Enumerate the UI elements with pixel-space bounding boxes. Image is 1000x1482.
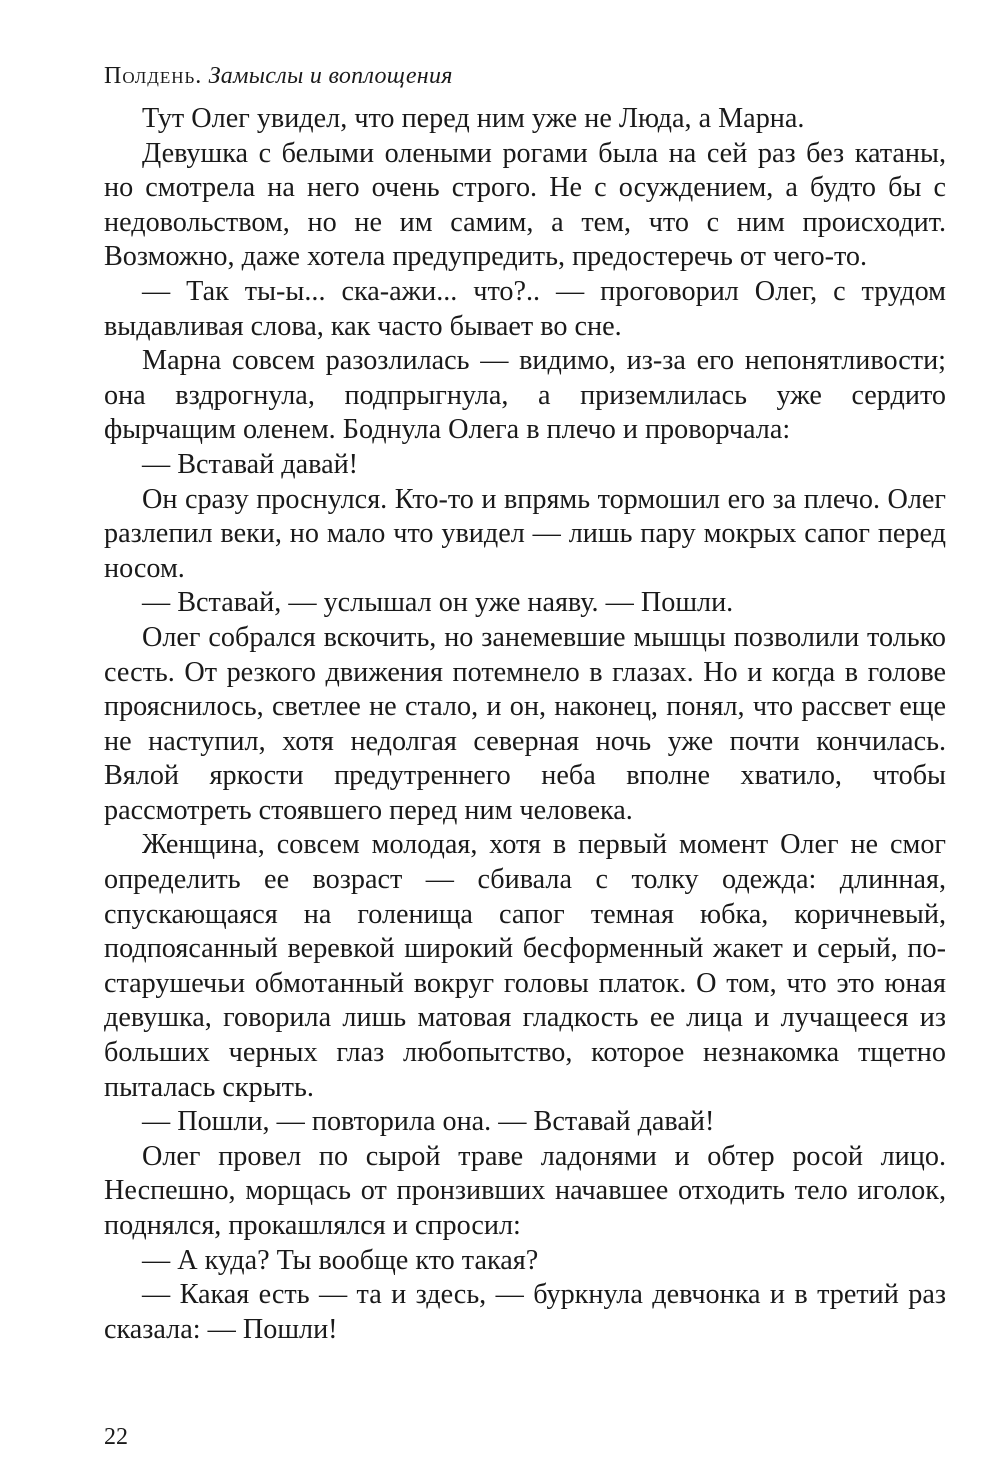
paragraph: Тут Олег увидел, что перед ним уже не Люда, а Марна.	[142, 103, 805, 134]
paragraph: Девушка с белыми олеными рогами была на сей раз без катаны, но смотрела на него очень строго. Не с осуждением, а будто бы с недовольством, но не им самим, а тем, что с ним происходит. Возможно, даже хотела предупредить, предостеречь от чего-то.	[104, 137, 946, 273]
running-head-title: Замыслы и воплощения	[208, 63, 453, 89]
paragraph: — А куда? Ты вообще кто такая?	[142, 1244, 539, 1276]
paragraph: Олег провел по сырой траве ладонями и обтер росой лицо. Неспешно, морщась от пронзивших начавшее отходить тело иголок, поднялся, прокашлялся и спросил:	[104, 1140, 946, 1241]
paragraph: — Какая есть — та и здесь, — буркнула девчонка и в третий раз сказала: — Пошли!	[104, 1279, 946, 1345]
running-head-section: Полдень.	[104, 63, 203, 89]
paragraph: Женщина, совсем молодая, хотя в первый момент Олег не смог определить ее возраст — сбивала с толку одежда: длинная, спускающаяся на голенища сапог темная юбка, коричневый, подпоясанный веревкой широкий бесформенный жакет и серый, по-старушечьи обмотанный вокруг головы платок. О том, что это юная девушка, говорила лишь матовая гладкость ее лица и лучащееся из больших черных глаз любопытство, которое незнакомка тщетно пыталась скрыть.	[104, 829, 946, 1103]
paragraph: Марна совсем разозлилась — видимо, из-за его непонятливости; она вздрогнула, подпрыгнула, а приземлилась уже сердито фырчащим оленем. Боднула Олега в плечо и проворчала:	[104, 345, 946, 446]
page-number: 22	[104, 1424, 128, 1450]
paragraph: — Так ты-ы... ска-ажи... что?.. — проговорил Олег, с трудом выдавливая слова, как часто бывает во сне.	[104, 275, 946, 342]
paragraph: — Вставай давай!	[142, 448, 359, 480]
running-head	[104, 58, 946, 94]
paragraph: — Вставай, — услышал он уже наяву. — Пошли.	[142, 587, 734, 619]
book-page	[104, 58, 946, 1347]
paragraph: Олег собрался вскочить, но занемевшие мышцы позволили только сесть. От резкого движения потемнело в глазах. Но и когда в голове прояснилось, светлее не стало, и он, наконец, понял, что рассвет еще не наступил, хотя недолгая северная ночь уже почти кончилась. Вялой яркости предутреннего неба вполне хватило, чтобы рассмотреть стоявшего перед ним человека.	[104, 621, 946, 826]
body-text	[104, 102, 946, 1347]
paragraph: Он сразу проснулся. Кто-то и впрямь тормошил его за плечо. Олег разлепил веки, но мало что увидел — лишь пару мокрых сапог перед носом.	[104, 483, 946, 584]
paragraph: — Пошли, — повторила она. — Вставай давай!	[142, 1106, 715, 1138]
